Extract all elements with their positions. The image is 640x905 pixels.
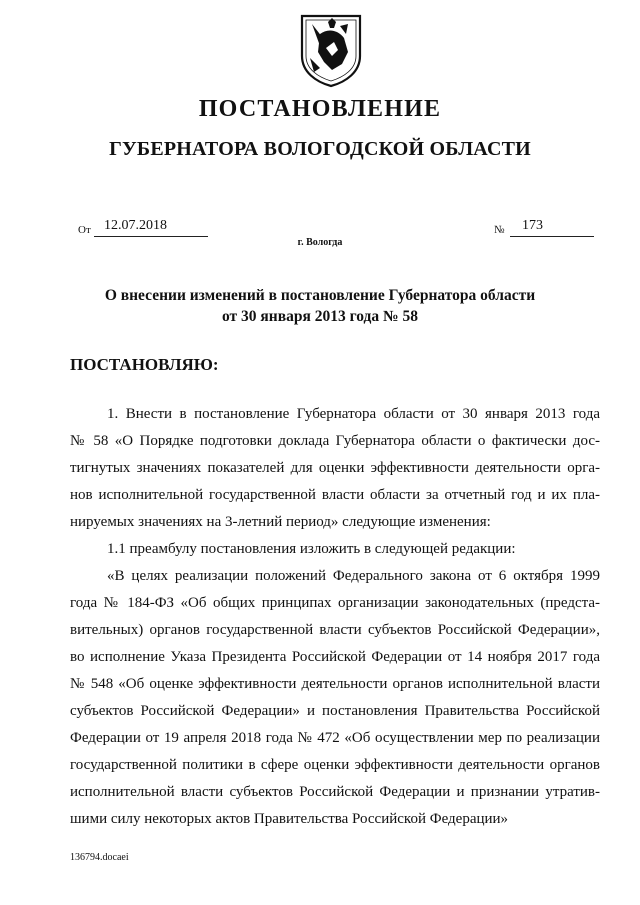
body-line: субъектов Российской Федерации» и постановления Правительства Российской: [70, 703, 600, 719]
body-line: № 548 «Об оценке эффективности деятельности органов исполнительной власти: [70, 676, 600, 692]
document-number: 173: [522, 218, 543, 233]
document-issuer: ГУБЕРНАТОРА ВОЛОГОДСКОЙ ОБЛАСТИ: [109, 138, 531, 160]
body-line: нов исполнительной государственной власти области за отчетный год и их пла-: [70, 487, 600, 503]
body-line: шими силу некоторых актов Правительства Российской Федерации»: [70, 811, 509, 827]
file-reference: 136794.docaei: [70, 852, 129, 863]
body-line: года № 184-ФЗ «Об общих принципах организации законодательных (предста-: [70, 595, 600, 611]
subject-line: О внесении изменений в постановление Губернатора области: [104, 287, 536, 304]
number-prefix: №: [494, 224, 505, 236]
body-line: тигнутых значениях показателей для оценки эффективности деятельности орга-: [70, 460, 600, 476]
document-subject: [90, 285, 550, 327]
body-line: государственной политики в сфере оценки эффективности деятельности органов: [70, 757, 600, 773]
subject-line: от 30 января 2013 года № 58: [222, 308, 418, 325]
document-city: г. Вологда: [297, 237, 343, 248]
body-line: «В целях реализации положений Федерального закона от 6 октября 1999: [107, 568, 600, 584]
body-line: во исполнение Указа Президента Российской Федерации от 14 ноября 2017 года: [70, 649, 600, 665]
document-title: ПОСТАНОВЛЕНИЕ: [198, 96, 442, 122]
date-prefix: От: [78, 224, 91, 236]
body-line: исполнительной власти субъектов Российской Федерации и признании утратив-: [70, 784, 600, 800]
body-line: 1.1 преамбулу постановления изложить в следующей редакции:: [107, 541, 516, 557]
body-line: 1. Внести в постановление Губернатора области от 30 января 2013 года: [107, 406, 600, 422]
coat-of-arms-emblem: [298, 12, 364, 88]
body-line: № 58 «О Порядке подготовки доклада Губернатора области о фактически дос-: [70, 433, 600, 449]
decree-heading: ПОСТАНОВЛЯЮ:: [70, 355, 219, 374]
body-line: Федерации от 19 апреля 2018 года № 472 «Об осуществлении мер по реализации: [70, 730, 600, 746]
document-date: 12.07.2018: [104, 218, 167, 233]
body-line: вительных) органов государственной власти субъектов Российской Федерации»,: [70, 622, 600, 638]
body-line: нируемых значениях на 3-летний период» следующие изменения:: [70, 514, 491, 530]
